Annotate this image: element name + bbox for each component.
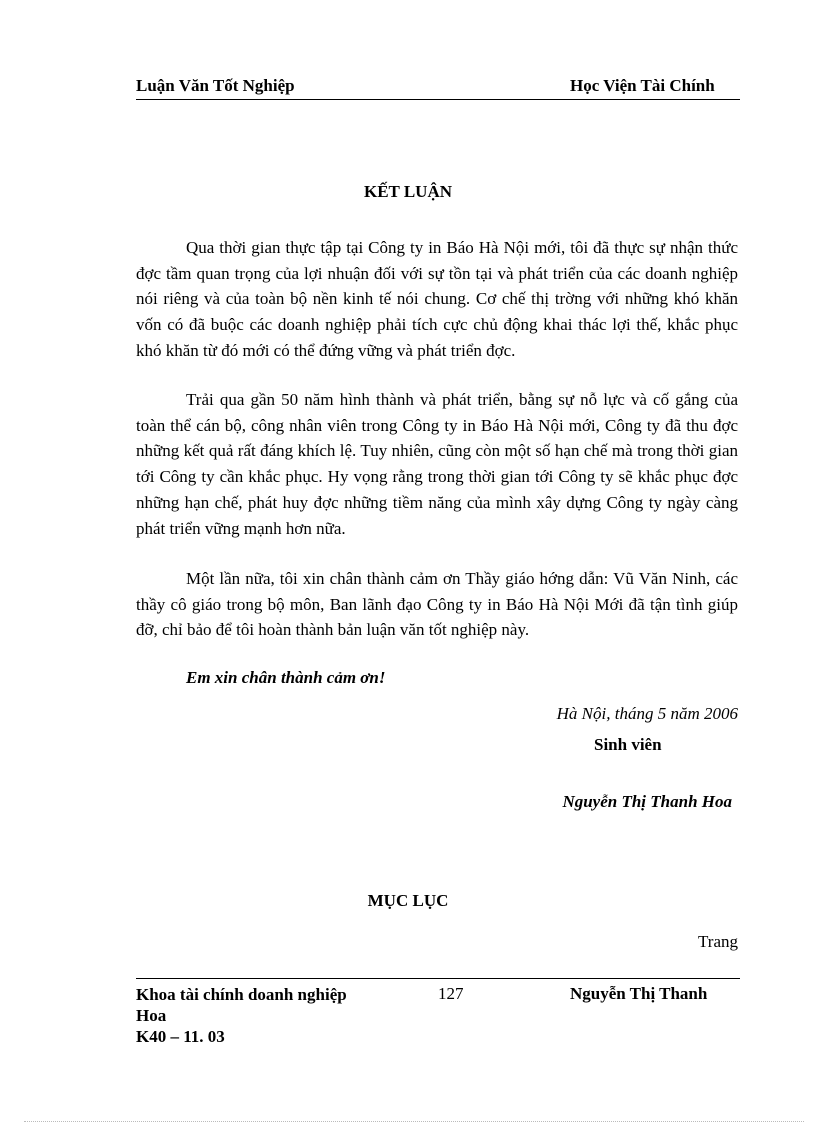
footer-department: Khoa tài chính doanh nghiệp xyxy=(136,985,347,1004)
footer-divider xyxy=(136,978,740,979)
footer-left-block xyxy=(136,984,347,1047)
page-number: 127 xyxy=(438,984,464,1003)
page-bottom-edge xyxy=(24,1121,804,1122)
toc-page-column-label: Trang xyxy=(698,932,738,951)
closing-line: Em xin chân thành cảm ơn! xyxy=(186,668,386,687)
footer-author-overflow: Hoa xyxy=(136,1006,167,1025)
footer-class-code: K40 – 11. 03 xyxy=(136,1027,225,1046)
header-right-title: Học Viện Tài Chính xyxy=(570,76,715,95)
paragraph-2: Trải qua gần 50 năm hình thành và phát triển, bằng sự nỗ lực và cố gắng của toàn thể cán bộ, công nhân viên trong Công ty in Báo Hà Nội mới, Công ty đã thu đợc những kết quả rất đáng khích lệ. Tuy nhiên, cũng còn một số hạn chế mà trong thời gian tới Công ty cần khắc phục. Hy vọng rằng trong thời gian tới Công ty sẽ khắc phục đợc những hạn chế, phát huy đợc những tiềm năng của mình xây dựng Công ty ngày càng phát triển vững mạnh hơn nữa. xyxy=(136,390,738,538)
section-title: KẾT LUẬN xyxy=(363,182,452,201)
author-role: Sinh viên xyxy=(594,735,662,754)
place-date: Hà Nội, tháng 5 năm 2006 xyxy=(556,704,738,723)
header-left-title: Luận Văn Tốt Nghiệp xyxy=(136,76,295,95)
toc-title: MỤC LỤC xyxy=(367,891,449,910)
paragraph-3: Một lần nữa, tôi xin chân thành cảm ơn Thầy giáo hớng dẫn: Vũ Văn Ninh, các thầy cô giáo trong bộ môn, Ban lãnh đạo Công ty in Báo Hà Nội Mới đã tận tình giúp đỡ, chỉ bảo để tôi hoàn thành bản luận văn tốt nghiệp này. xyxy=(136,569,738,640)
author-signature: Nguyễn Thị Thanh Hoa xyxy=(562,792,732,811)
paragraph-1: Qua thời gian thực tập tại Công ty in Báo Hà Nội mới, tôi đã thực sự nhận thức đợc tầm quan trọng của lợi nhuận đối với sự tồn tại và phát triển của các doanh nghiệp nói riêng và của toàn bộ nền kinh tế nói chung. Cơ chế thị trờng với những khó khăn vốn có đã buộc các doanh nghiệp phải tích cực chủ động khai thác lợi thế, khắc phục khó khăn từ đó mới có thể đứng vững và phát triển đợc. xyxy=(136,238,738,360)
header-divider xyxy=(136,99,740,100)
footer-author-name: Nguyễn Thị Thanh xyxy=(570,984,708,1003)
